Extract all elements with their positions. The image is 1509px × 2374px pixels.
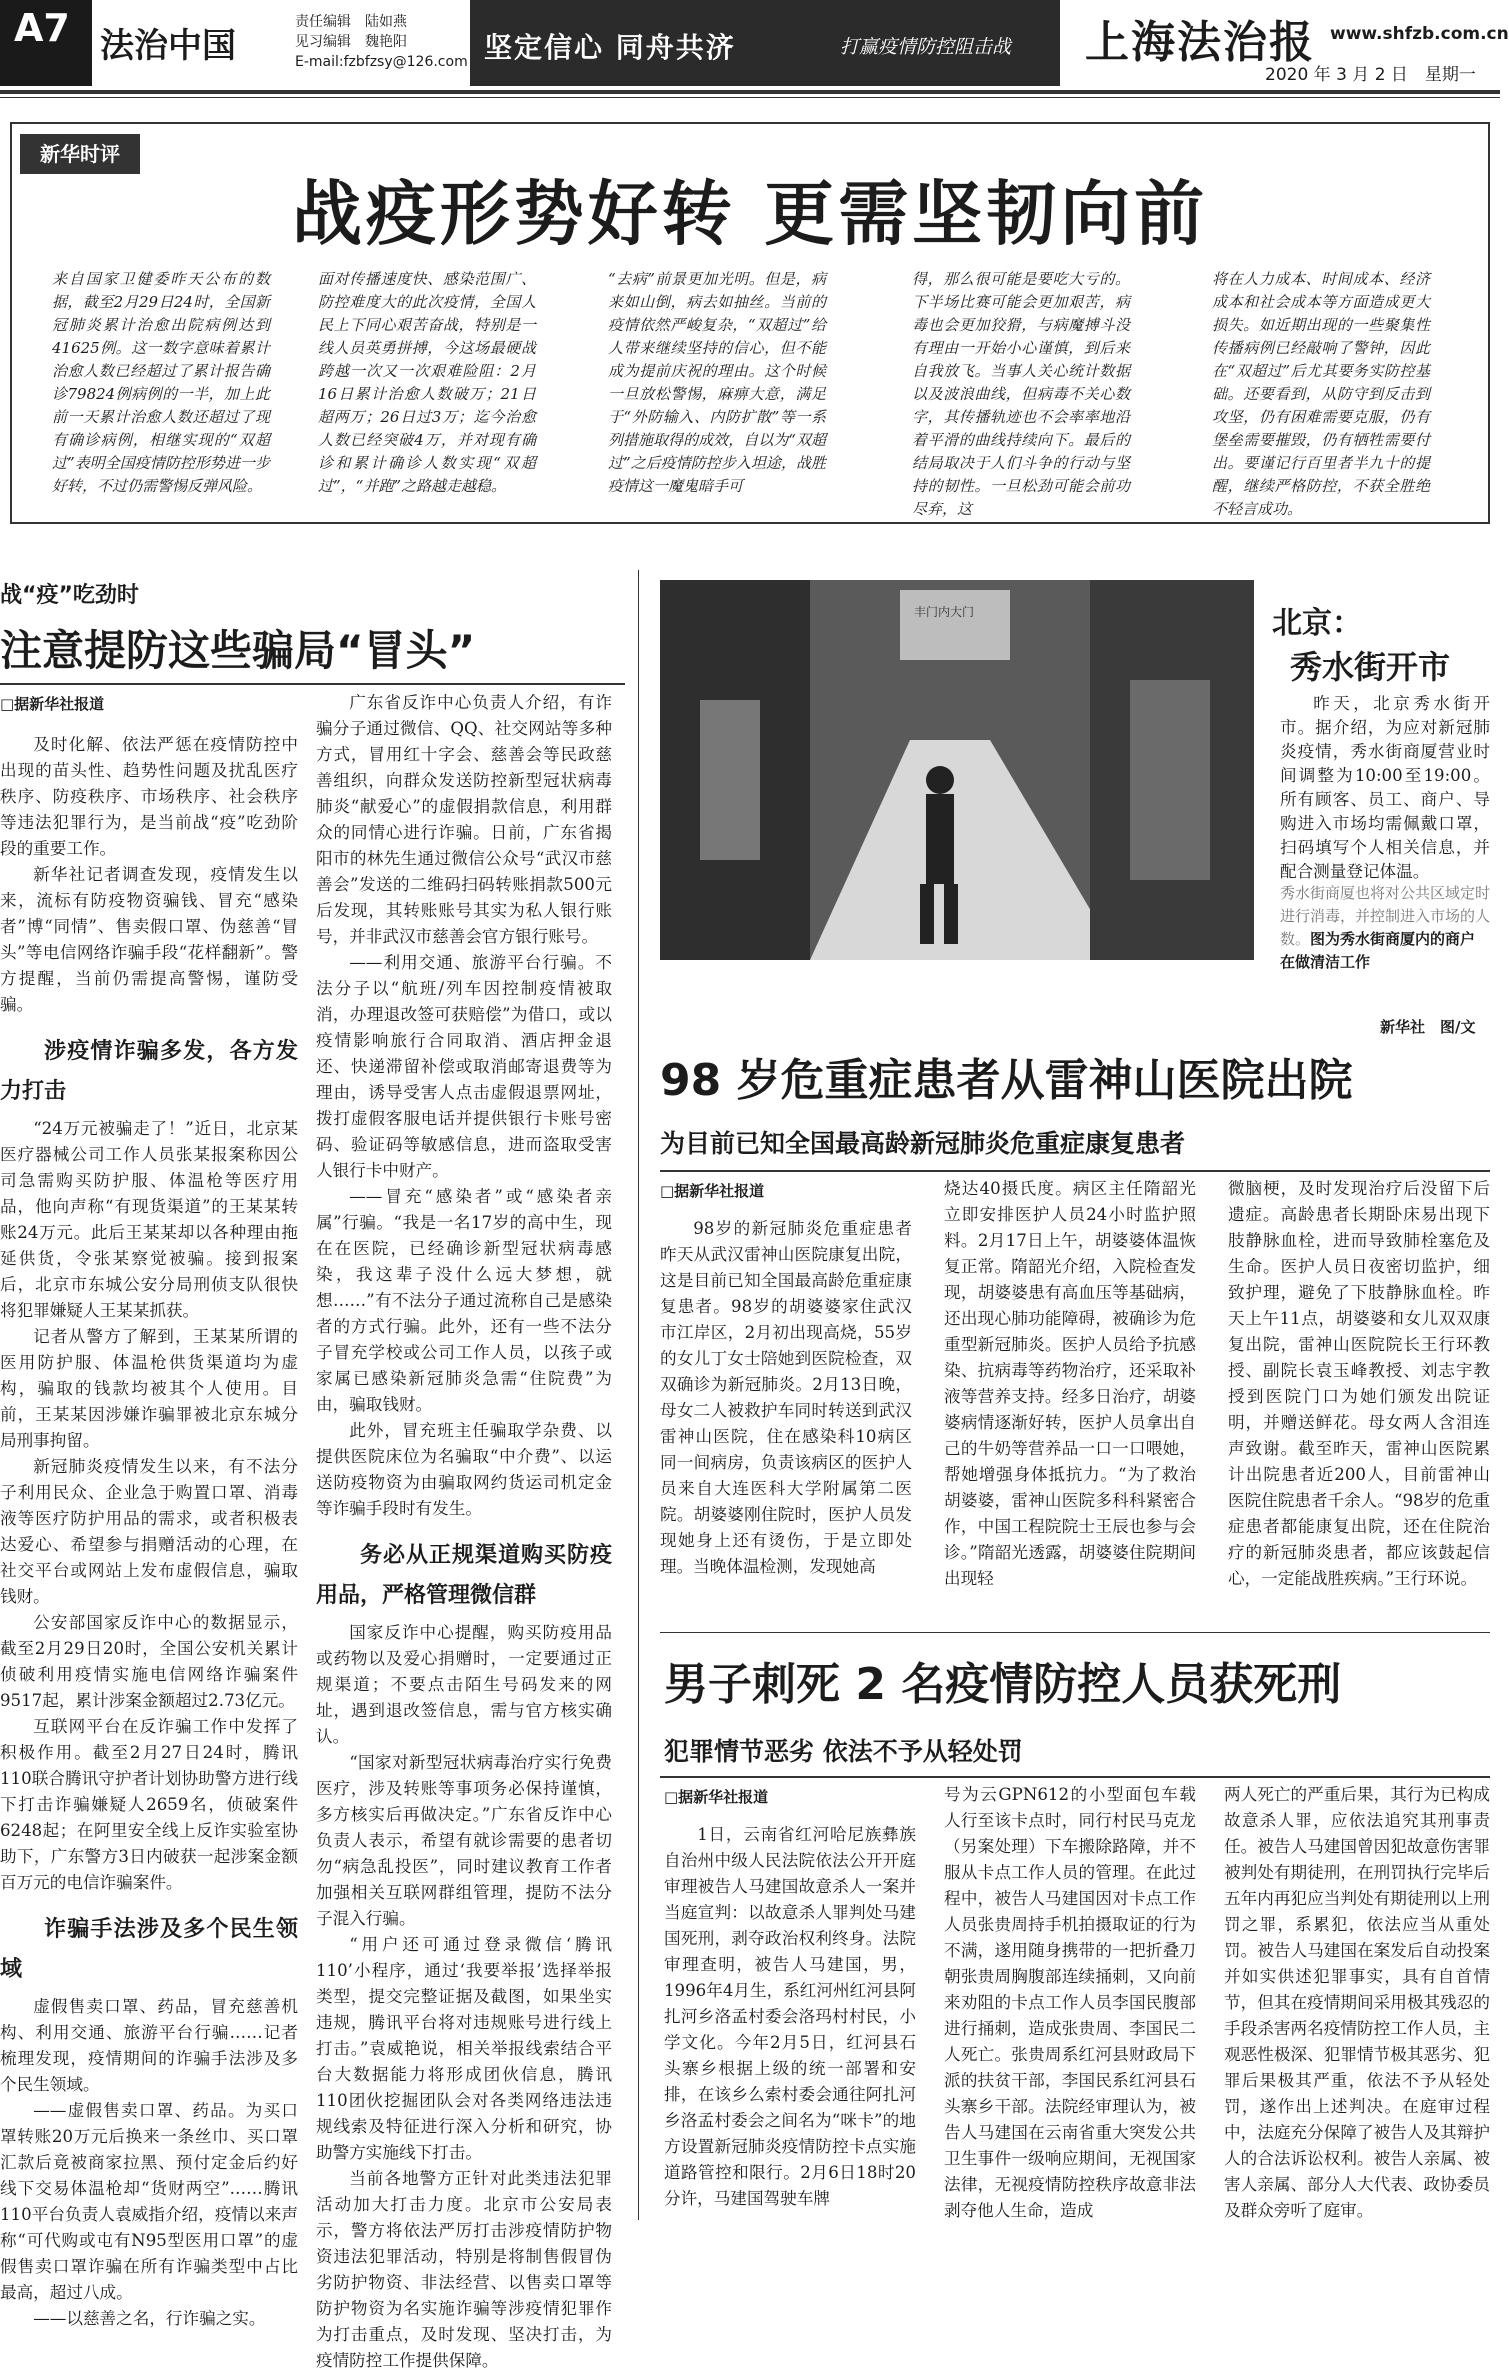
- fraud-paragraph: ——利用交通、旅游平台行骗。不法分子以“航班/列车因控制疫情被取消，办理退改签可获赔偿”为借口，或以疫情影响旅行合同取消、酒店押金退还、快递滞留补偿或取消邮寄退费等为理由，诱导受害人点击虚假退票网址，拨打虚假客服电话并提供银行卡账号密码、验证码等敏感信息，进而盗取受害人银行卡中财产。: [316, 953, 612, 1180]
- column-divider: [638, 570, 639, 2220]
- yunnan-text: 两人死亡的严重后果，其行为已构成故意杀人罪，应依法追究其刑事责任。被告人马建国曾因犯故意伤害罪被判处有期徒刑，在刑罚执行完毕后五年内再犯应当判处有期徒刑以上刑罚之罪，系累犯，依法应当从重处罚。被告人马建国在案发后自动投案并如实供述犯罪事实，具有自首情节，但其在疫情期间采用极其残忍的手段杀害两名疫情防控工作人员，主观恶性极深、犯罪情节极其恶劣、犯罪后果极其严重，依法不予从轻处罚，遂作出上述判决。在庭审过程中，法庭充分保障了被告人及其辩护人的合法诉讼权利。被告人亲属、被害人亲属、部分人大代表、政协委员及群众旁听了庭审。: [1224, 1785, 1490, 2220]
- leishenshan-column-2: [944, 1176, 1196, 1628]
- fraud-headline: 注意提防这些骗局“冒头”: [0, 626, 476, 675]
- fraud-paragraph: ——以慈善之名，行诈骗之实。: [33, 2309, 266, 2328]
- leishenshan-text: 烧达40摄氏度。病区主任隋韶光立即安排医护人员24小时监护照料。2月17日上午，胡婆婆体温恢复正常。隋韶光介绍，入院检查发现，胡婆婆患有高血压等基础病，还出现心肺功能障碍，被确诊为危重型新冠肺炎。医护人员给予抗感染、抗病毒等药物治疗，还采取补液等营养支持。经多日治疗，胡婆婆病情逐渐好转，医护人员拿出自己的牛奶等营养品一口一口喂她，帮她增强身体抵抗力。“为了救治胡婆婆，雷神山医院多科科紧密合作，中国工程院院士王辰也参与会诊。”隋韶光透露，胡婆婆住院期间出现轻: [944, 1179, 1196, 1588]
- fraud-paragraph: “24万元被骗走了！”近日，北京某医疗器械公司工作人员张某报案称因公司急需购买防护服、体温枪等医疗用品，他向声称“有现货渠道”的王某某转账24万元。此后王某某却以各种理由拖延供货，令张某察觉被骗。接到报案后，北京市东城公安分局刑侦支队很快将犯罪嫌疑人王某某抓获。: [0, 1119, 298, 1320]
- xiushui-title-line1: 北京：: [1272, 606, 1362, 641]
- masthead-rule: [0, 90, 1500, 94]
- fraud-paragraph: 此外，冒充班主任骗取学杂费、以提供医院床位为名骗取“中介费”、以运送防疫物资为由骗取网约货运司机定金等诈骗手段时有发生。: [316, 1421, 612, 1518]
- fraud-paragraph: 广东省反诈中心负责人介绍，有诈骗分子通过微信、QQ、社交网站等多种方式，冒用红十字会、慈善会等民政慈善组织，向群众发送防控新型冠状病毒肺炎“献爱心”的虚假捐款信息，利用群众的同情心进行诈骗。日前，广东省揭阳市的林先生通过微信公众号“武汉市慈善会”发送的二维码扫码转账捐款500元后发现，其转账账号其实为私人银行账号，并非武汉市慈善会官方银行账号。: [316, 693, 612, 946]
- yunnan-rule: [660, 1776, 1490, 1778]
- fraud-paragraph: 互联网平台在反诈骗工作中发挥了积极作用。截至2月27日24时，腾讯110联合腾讯守护者计划协助警方进行线下打击诈骗嫌疑人2659名，侦破案件6248起；在阿里安全线上反诈实验室协助下，广东警方3日内破获一起涉案金额百万元的电信诈骗案件。: [0, 1717, 298, 1892]
- leishenshan-column-3: [1228, 1176, 1490, 1628]
- editorial-headline: 战疫形势好转 更需坚韧向前: [291, 173, 1209, 255]
- xiushui-body: [1280, 692, 1490, 882]
- masthead-thin-rule: [0, 97, 1500, 98]
- page-number-badge: [0, 0, 92, 86]
- editor-line: 见习编辑 魏艳阳: [295, 34, 407, 50]
- fraud-rule: [0, 683, 625, 685]
- xiushui-caption-note: 秀水街商厦也将对公共区域定时进行消毒，并控制进入市场的人数。: [1280, 884, 1491, 948]
- yunnan-column-2: [944, 1782, 1196, 2222]
- fraud-paragraph: 记者从警方了解到，王某某所谓的医用防护服、体温枪供货渠道均为虚构，骗取的钱款均被其个人使用。目前，王某某因涉嫌诈骗罪被北京东城分局刑事拘留。: [0, 1327, 298, 1450]
- leishenshan-headline: 98 岁危重症患者从雷神山医院出院: [660, 1055, 1353, 1106]
- section-title: 法治中国: [100, 26, 236, 66]
- fraud-kicker: 战“疫”吃劲时: [0, 583, 139, 608]
- fraud-paragraph: 当前各地警方正针对此类违法犯罪活动加大打击力度。北京市公安局表示，警方将依法严厉打击涉疫情防护物资违法犯罪活动，特别是将制售假冒伪劣防护物资、非法经营、以售卖口罩等防护物资为名实施诈骗等涉疫情犯罪作为打击重点，及时发现、坚决打击，为疫情防控工作提供保障。: [316, 2169, 612, 2370]
- leishenshan-byline: □据新华社报道: [660, 1182, 765, 1200]
- leishenshan-text: 98岁的新冠肺炎危重症患者昨天从武汉雷神山医院康复出院，这是目前已知全国最高龄危重症康复患者。98岁的胡婆婆家住武汉市江岸区，2月初出现高烧，55岁的女儿丁女士陪她到医院检查，双双确诊为新冠肺炎。2月13日晚，母女二人被救护车同时转送到武汉雷神山医院，住在感染科10病区同一间病房，负责该病区的医护人员来自大连医科大学附属第二医院。胡婆婆刚住院时，医护人员发现她身上还有烫伤，于是立即处理。当晚体温检测，发现她高: [660, 1219, 912, 1576]
- fraud-subheading: 务必从正规渠道购买防疫用品，严格管理微信群: [316, 1543, 612, 1608]
- fraud-paragraph: 新华社记者调查发现，疫情发生以来，流标有防疫物资骗钱、冒充“感染者”博“同情”、售卖假口罩、伪慈善“冒头”等电信网络诈骗手段“花样翻新”。警方提醒，当前仍需提高警惕，谨防受骗。: [0, 865, 298, 1014]
- editorial-column: “去病”前景更加光明。但是，病来如山倒，病去如抽丝。当前的疫情依然严峻复杂，“双超过”给人带来继续坚持的信心，但不能成为提前庆祝的理由。这个时候一旦放松警惕，麻痹大意，满足于“外防输入、内防扩散”等一系列措施取得的成效，自以为“双超过”之后疫情防控步入坦途，战胜疫情这一魔鬼暗手可: [608, 270, 826, 495]
- fraud-paragraph: “国家对新型冠状病毒治疗实行免费医疗，涉及转账等事项务必保持谨慎，多方核实后再做决定。”广东省反诈中心负责人表示，希望有就诊需要的患者切勿“病急乱投医”，同时建议教育工作者加强相关互联网群组管理，提防不法分子混入行骗。: [316, 1753, 612, 1928]
- fraud-byline: □据新华社报道: [0, 695, 105, 713]
- newspaper-logo: 上海法治报: [1085, 17, 1315, 68]
- yunnan-column-1: [664, 1822, 916, 2222]
- xiushui-credit: 新华社 图/文: [1380, 1018, 1476, 1036]
- fraud-paragraph: ——虚假售卖口罩、药品。为买口罩转账20万元后换来一条丝巾、买口罩汇款后竟被商家拉黑、预付定金后约好线下交易体温枪却“货财两空”……腾讯110平台负责人袁威指介绍，疫情以来声称“可代购或屯有N95型医用口罩”的虚假售卖口罩诈骗在所有诈骗类型中占比最高，超过八成。: [0, 2101, 298, 2302]
- xiushui-caption: [1280, 882, 1490, 974]
- editorial-column: 得，那么很可能是要吃大亏的。下半场比赛可能会更加艰苦，病毒也会更加狡猾，与病魔搏斗没有理由一开始小心谨慎，到后来自我放飞。当事人关心统计数据以及波浪曲线，但病毒不关心数字，其传播轨迹也不会率率地沿着平滑的曲线持续向下。最后的结局取决于人们斗争的行动与坚持的韧性。一旦松劲可能会前功尽弃，这: [912, 270, 1130, 518]
- xiushui-caption-bold: 图为秀水街商厦内的商户在做清洁工作: [1280, 930, 1476, 971]
- yunnan-text: 1日，云南省红河哈尼族彝族自治州中级人民法院依法公开开庭审理被告人马建国故意杀人一案并当庭宣判：以故意杀人罪判处马建国死刑，剥夺政治权利终身。法院审理查明，被告人马建国，男，1996年4月生，系红河州红河县阿扎河乡洛孟村委会洛玛村村民，小学文化。今年2月5日，红河县石头寨乡根据上级的统一部署和安排，在该乡么索村委会通往阿扎河乡洛孟村委会之间名为“咪卡”的地方设置新冠肺炎疫情防控卡点实施道路管控和限行。2月6日18时20分许，马建国驾驶车牌: [664, 1825, 916, 2208]
- leishenshan-subheadline: 为目前已知全国最高龄新冠肺炎危重症康复患者: [660, 1129, 1186, 1158]
- slogan-main: 坚定信心 同舟共济: [484, 31, 736, 64]
- fraud-paragraph: ——冒充“感染者”或“感染者亲属”行骗。“我是一名17岁的高中生，现在在医院，已经确诊新型冠状病毒感染，我这辈子没什么远大梦想，就想……”有不法分子通过流称自己是感染者的方式行骗。此外，还有一些不法分子冒充学校或公司工作人员，以孩子或家属已感染新冠肺炎急需“住院费”为由，骗取钱财。: [316, 1187, 612, 1414]
- xiushui-title-line2: 秀水街开市: [1290, 648, 1451, 686]
- market-photo: [660, 580, 1254, 960]
- leishenshan-rule: [660, 1170, 1490, 1172]
- editor-line: 责任编辑 陆如燕: [295, 14, 407, 30]
- leishenshan-column-1: [660, 1216, 912, 1628]
- yunnan-text: 号为云GPN612的小型面包车载人行至该卡点时，同行村民马克龙（另案处理）下车搬除路障，并不服从卡点工作人员的管理。在此过程中，被告人马建国因对卡点工作人员张贵周持手机拍摄取证的行为不满，遂用随身携带的一把折叠刀朝张贵周胸腹部连续捅刺，又向前来劝阻的卡点工作人员李国民腹部进行捅刺，造成张贵周、李国民二人死亡。张贵周系红河县财政局下派的扶贫干部，李国民系红河县石头寨乡干部。法院经审理认为，被告人马建国在云南省重大突发公共卫生事件一级响应期间，无视国家法律，无视疫情防控秩序故意非法剥夺他人生命，造成: [944, 1785, 1196, 2220]
- website-link[interactable]: www.shfzb.com.cn: [1330, 24, 1509, 44]
- editorial-column: 将在人力成本、时间成本、经济成本和社会成本等方面造成更大损失。如近期出现的一些聚集性传播病例已经敲响了警钟，因此在“双超过”后尤其要务实防控基础。还要看到，从防守到反击到攻坚，仍有困难需要克服，仍有堡垒需要摧毁，仍有牺牲需要付出。要谨记行百里者半九十的提醒，继续严格防控，不获全胜绝不轻言成功。: [1212, 270, 1430, 518]
- slogan-sub: 打赢疫情防控阻击战: [840, 36, 1012, 58]
- photo-illustration: [660, 580, 1254, 960]
- page-number: A7: [14, 6, 70, 50]
- section-rule: [660, 1632, 1490, 1633]
- editorial-kicker: 新华时评: [20, 134, 140, 174]
- issue-date: 2020 年 3 月 2 日 星期一: [1265, 65, 1476, 85]
- fraud-paragraph: 新冠肺炎疫情发生以来，有不法分子利用民众、企业急于购置口罩、消毒液等医疗防护用品的需求，或者积极表达爱心、希望参与捐赠活动的心理，在社交平台或网站上发布虚假信息，骗取钱财。: [0, 1457, 298, 1606]
- fraud-paragraph: 虚假售卖口罩、药品，冒充慈善机构、利用交通、旅游平台行骗……记者梳理发现，疫情期间的诈骗手法涉及多个民生领域。: [0, 1997, 298, 2094]
- fraud-paragraph: “用户还可通过登录微信‘腾讯110’小程序，通过‘我要举报’选择举报类型，提交完整证据及截图，如果坐实违规，腾讯平台将对违规账号进行线上打击。”袁威艳说，相关举报线索结合平台大数据能力将形成团伙信息，腾讯110团伙挖掘团队会对各类网络违法违规线索及特征进行深入分析和研究，协助警方实施线下打击。: [316, 1935, 612, 2162]
- fraud-paragraph: 公安部国家反诈中心的数据显示，截至2月29日20时，全国公安机关累计侦破利用疫情实施电信网络诈骗案件9517起，累计涉案金额超过2.73亿元。: [0, 1613, 298, 1710]
- photo-sign: 丰门内大门: [914, 605, 975, 619]
- fraud-subheading: 诈骗手法涉及多个民生领域: [0, 1917, 298, 1982]
- fraud-paragraph: 及时化解、依法严惩在疫情防控中出现的苗头性、趋势性问题及扰乱医疗秩序、防疫秩序、市场秩序、社会秩序等违法犯罪行为，是当前战“疫”吃劲阶段的重要工作。: [0, 735, 298, 858]
- leishenshan-text: 微脑梗，及时发现治疗后没留下后遗症。高龄患者长期卧床易出现下肢静脉血栓，进而导致肺栓塞危及生命。医护人员日夜密切监护，细致护理，避免了下肢静脉血栓。昨天上午11点，胡婆婆和女儿双双康复出院，雷神山医院院长王行环教授、副院长袁玉峰教授、刘志宇教授到医院门口为她们颁发出院证明，并赠送鲜花。母女两人含泪连声致谢。截至昨天，雷神山医院累计出院患者近200人，目前雷神山医院住院患者千余人。“98岁的危重症患者都能康复出院，还在住院治疗的新冠肺炎患者，都应该鼓起信心，一定能战胜疾病。”王行环说。: [1228, 1179, 1490, 1588]
- editorial-column: 面对传播速度快、感染范围广、防控难度大的此次疫情，全国人民上下同心艰苦奋战，特别是一线人员英勇拼搏，今这场最硬战跨越一次又一次艰难险阻：2月16日累计治愈人数破万；21日超两万；26日过3万；迄今治愈人数已经突破4万，并对现有确诊和累计确诊人数实现“双超过”，“并跑”之路越走越稳。: [318, 270, 536, 495]
- editor-email: E-mail:fzbfzsy@126.com: [295, 54, 468, 70]
- fraud-column-1: [0, 732, 298, 2328]
- fraud-subheading: 涉疫情诈骗多发，各方发力打击: [0, 1039, 298, 1104]
- yunnan-subheadline: 犯罪情节恶劣 依法不予从轻处罚: [664, 1737, 1023, 1766]
- editor-credits: [295, 12, 468, 72]
- fraud-column-2: [316, 690, 612, 2370]
- yunnan-byline: □据新华社报道: [664, 1788, 769, 1806]
- xiushui-text: 昨天，北京秀水街开市。据介绍，为应对新冠肺炎疫情，秀水街商厦营业时间调整为10:00至19:00。所有顾客、员工、商户、导购进入市场均需佩戴口罩，扫码填写个人相关信息，并配合测量登记体温。: [1280, 694, 1490, 881]
- fraud-paragraph: 国家反诈中心提醒，购买防疫用品或药物以及爱心捐赠时，一定要通过正规渠道；不要点击陌生号码发来的网址，遇到退改签信息，需与官方核实确认。: [316, 1623, 612, 1746]
- yunnan-column-3: [1224, 1782, 1490, 2222]
- yunnan-headline: 男子刺死 2 名疫情防控人员获死刑: [664, 1659, 1342, 1710]
- editorial-column: 来自国家卫健委昨天公布的数据，截至2月29日24时，全国新冠肺炎累计治愈出院病例达到41625例。这一数字意味着累计治愈人数已经超过了累计报告确诊79824例病例的一半，加上此前一天累计治愈人数还超过了现有确诊病例，相继实现的“双超过”表明全国疫情防控形势进一步好转，不过仍需警惕反弹风险。: [52, 270, 270, 495]
- slogan-banner: [470, 0, 1060, 86]
